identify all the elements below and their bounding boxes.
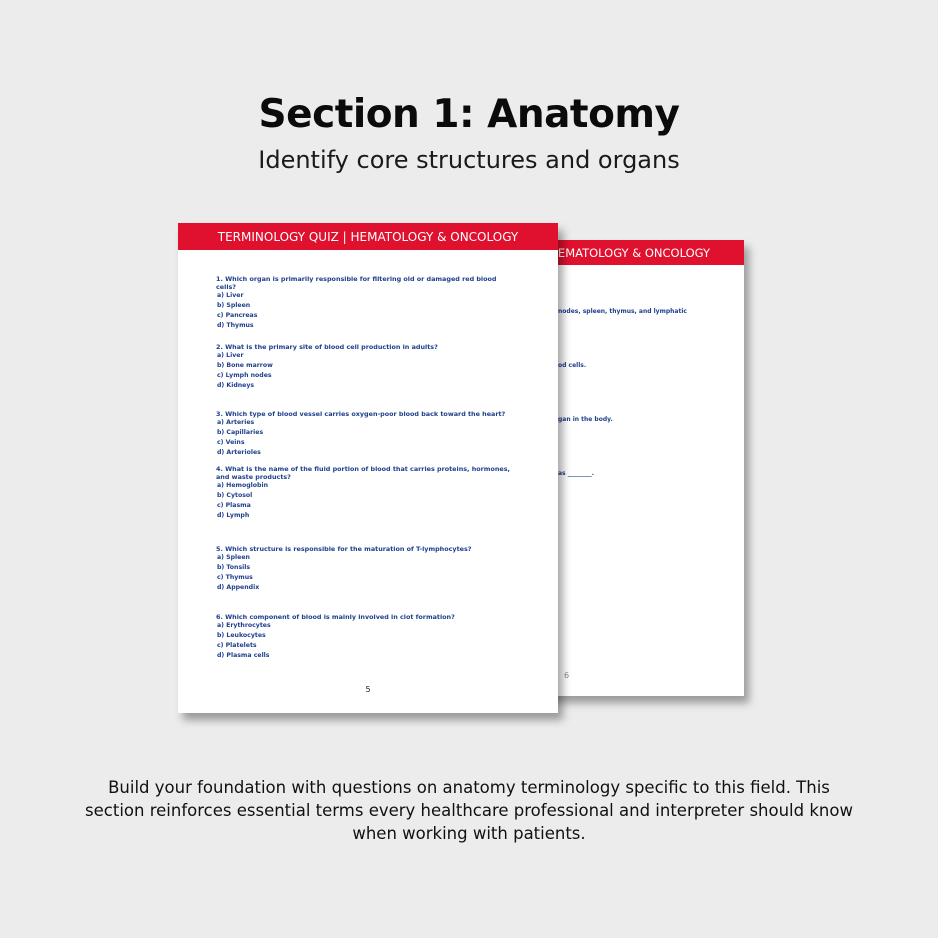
question-text: 3. Which type of blood vessel carries oxygen-poor blood back toward the heart? <box>216 410 506 418</box>
answer-option: b) Spleen <box>217 302 251 310</box>
answer-option: a) Spleen <box>217 554 250 562</box>
answer-option: c) Pancreas <box>217 312 258 319</box>
answer-option: b) Leukocytes <box>217 632 266 639</box>
quiz-question <box>216 410 516 457</box>
question-text: 4. What is the name of the fluid portion of blood that carries proteins, hormones, and waste products? <box>216 465 510 482</box>
answer-option: a) Liver <box>217 352 244 360</box>
answer-option: b) Bone marrow <box>217 362 273 369</box>
quiz-question <box>216 343 516 390</box>
answer-option: a) Erythrocytes <box>217 622 271 630</box>
answer-option: c) Lymph nodes <box>217 371 272 379</box>
quiz-question <box>216 465 516 521</box>
section-heading: Section 1: Anatomy <box>258 92 680 137</box>
question-text: 5. Which structure is responsible for the maturation of T-lymphocytes? <box>216 545 472 553</box>
answer-option: a) Hemoglobin <box>217 482 268 490</box>
answer-option: d) Kidneys <box>217 381 255 389</box>
quiz-question <box>216 613 516 660</box>
back-page-text-fragment: nodes, spleen, thymus, and lymphatic <box>558 308 687 315</box>
answer-option: d) Appendix <box>217 583 260 591</box>
answer-option: a) Arteries <box>217 419 255 427</box>
back-page-number: 6 <box>564 671 570 680</box>
answer-option: c) Thymus <box>217 573 253 581</box>
front-quiz-page <box>178 223 558 713</box>
question-text: 2. What is the primary site of blood cell production in adults? <box>216 343 438 351</box>
quiz-question <box>216 545 516 592</box>
front-page-number: 5 <box>365 685 371 694</box>
answer-option: d) Lymph <box>217 511 250 519</box>
answer-option: c) Platelets <box>217 641 257 649</box>
answer-option: b) Capillaries <box>217 429 264 436</box>
back-page-text-fragment: as ________. <box>558 470 594 477</box>
section-description: Build your foundation with questions on anatomy terminology specific to this field. This section reinforces essential terms every healthcare professional and interpreter should know when working with patients. <box>85 778 853 843</box>
answer-option: d) Plasma cells <box>217 651 270 659</box>
section-subheading: Identify core structures and organs <box>258 146 680 174</box>
quiz-question <box>216 275 516 331</box>
question-text: 6. Which component of blood is mainly involved in clot formation? <box>216 613 455 621</box>
question-text: 1. Which organ is primarily responsible for filtering old or damaged red blood cells? <box>216 275 497 292</box>
answer-option: d) Thymus <box>217 321 254 329</box>
back-page-header: EMATOLOGY & ONCOLOGY <box>520 240 744 265</box>
answer-option: b) Tonsils <box>217 564 251 571</box>
back-page-text-fragment: gan in the body. <box>558 416 613 423</box>
back-page-text-fragment: od cells. <box>558 362 587 369</box>
front-page-header: TERMINOLOGY QUIZ | HEMATOLOGY & ONCOLOGY <box>178 223 558 250</box>
answer-option: c) Plasma <box>217 502 251 509</box>
answer-option: d) Arterioles <box>217 448 261 456</box>
answer-option: c) Veins <box>217 438 245 446</box>
answer-option: a) Liver <box>217 292 244 300</box>
answer-option: b) Cytosol <box>217 492 253 500</box>
